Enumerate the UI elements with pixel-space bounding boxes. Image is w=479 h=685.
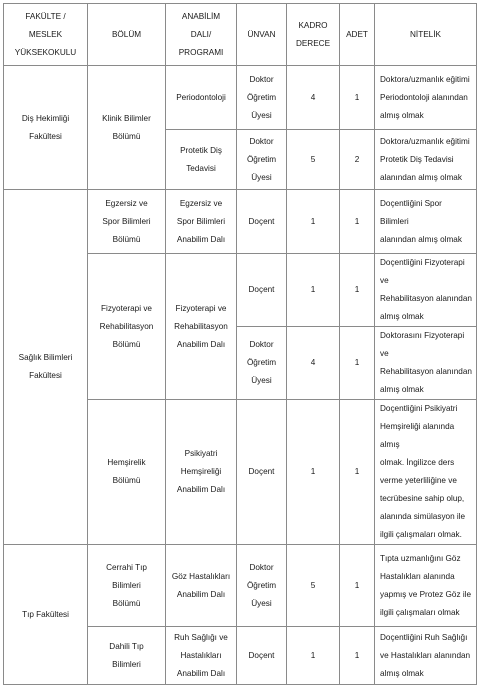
nitelik-cell: Doktorasını Fizyoterapi ve Rehabilitasyon alanından almış olmak xyxy=(375,327,477,400)
derece-cell: 4 xyxy=(287,327,340,400)
derece-cell: 1 xyxy=(287,400,340,545)
faculty-position-table xyxy=(3,3,477,685)
nitelik-cell: Doçentliğini Psikiyatri Hemşireliği alanında almış olmak. İngilizce ders verme yeterliliğine ve tecrübesine sahip olup, alanında simülasyon ile ilgili çalışmaları olmak. xyxy=(375,400,477,545)
derece-cell: 5 xyxy=(287,545,340,627)
derece-cell: 5 xyxy=(287,130,340,190)
derece-cell: 1 xyxy=(287,190,340,254)
department-cell: Egzersiz ve Spor Bilimleri Bölümü xyxy=(88,190,166,254)
nitelik-cell: Doçentliğini Ruh Sağlığı ve Hastalıkları alanından almış olmak xyxy=(375,627,477,685)
faculty-cell: Sağlık Bilimleri Fakültesi xyxy=(4,190,88,545)
faculty-cell: Diş Hekimliği Fakültesi xyxy=(4,66,88,190)
unvan-cell: Doçent xyxy=(237,254,287,327)
nitelik-cell: Doçentliğini Spor Bilimleri alanından almış olmak xyxy=(375,190,477,254)
header-fakulte: FAKÜLTE / MESLEK YÜKSEKOKULU xyxy=(4,4,88,66)
program-cell: Egzersiz ve Spor Bilimleri Anabilim Dalı xyxy=(166,190,237,254)
header-unvan: ÜNVAN xyxy=(237,4,287,66)
unvan-cell: Doçent xyxy=(237,190,287,254)
adet-cell: 1 xyxy=(340,327,375,400)
derece-cell: 1 xyxy=(287,254,340,327)
table-header-row xyxy=(4,4,477,66)
adet-cell: 1 xyxy=(340,400,375,545)
program-cell: Protetik Diş Tedavisi xyxy=(166,130,237,190)
header-adet: ADET xyxy=(340,4,375,66)
nitelik-cell: Doktora/uzmanlık eğitimi Periodontoloji alanından almış olmak xyxy=(375,66,477,130)
unvan-cell: Doktor Öğretim Üyesi xyxy=(237,130,287,190)
unvan-cell: Doktor Öğretim Üyesi xyxy=(237,66,287,130)
nitelik-cell: Doçentliğini Fizyoterapi ve Rehabilitasyon alanından almış olmak xyxy=(375,254,477,327)
highlighted-program-text: Protetik Diş xyxy=(180,145,222,155)
faculty-cell: Tıp Fakültesi xyxy=(4,545,88,685)
adet-cell: 1 xyxy=(340,545,375,627)
unvan-cell: Doçent xyxy=(237,627,287,685)
adet-cell: 1 xyxy=(340,627,375,685)
header-nitelik: NİTELİK xyxy=(375,4,477,66)
department-cell: Cerrahi Tıp Bilimleri Bölümü xyxy=(88,545,166,627)
adet-cell: 1 xyxy=(340,190,375,254)
department-cell: Dahili Tıp Bilimleri xyxy=(88,627,166,685)
unvan-cell: Doktor Öğretim Üyesi xyxy=(237,545,287,627)
program-cell: Psikiyatri Hemşireliği Anabilim Dalı xyxy=(166,400,237,545)
adet-cell: 1 xyxy=(340,254,375,327)
nitelik-cell: Doktora/uzmanlık eğitimi Protetik Diş Tedavisi alanından almış olmak xyxy=(375,130,477,190)
header-bolum: BÖLÜM xyxy=(88,4,166,66)
derece-cell: 1 xyxy=(287,627,340,685)
table-row xyxy=(4,190,477,254)
adet-cell: 1 xyxy=(340,66,375,130)
header-kadro-derece: KADRO DERECE xyxy=(287,4,340,66)
program-cell: Göz Hastalıkları Anabilim Dalı xyxy=(166,545,237,627)
table-row xyxy=(4,66,477,130)
nitelik-cell: Tıpta uzmanlığını Göz Hastalıkları alanında yapmış ve Protez Göz ile ilgili çalışmaları olmak xyxy=(375,545,477,627)
header-anabilim: ANABİLİM DALI/ PROGRAMI xyxy=(166,4,237,66)
department-cell: Fizyoterapi ve Rehabilitasyon Bölümü xyxy=(88,254,166,400)
program-cell: Ruh Sağlığı ve Hastalıkları Anabilim Dalı xyxy=(166,627,237,685)
derece-cell: 4 xyxy=(287,66,340,130)
department-cell: Klinik Bilimler Bölümü xyxy=(88,66,166,190)
unvan-cell: Doçent xyxy=(237,400,287,545)
department-cell: Hemşirelik Bölümü xyxy=(88,400,166,545)
adet-cell: 2 xyxy=(340,130,375,190)
program-cell: Periodontoloji xyxy=(166,66,237,130)
unvan-cell: Doktor Öğretim Üyesi xyxy=(237,327,287,400)
table-row xyxy=(4,545,477,627)
program-cell: Fizyoterapi ve Rehabilitasyon Anabilim Dalı xyxy=(166,254,237,400)
